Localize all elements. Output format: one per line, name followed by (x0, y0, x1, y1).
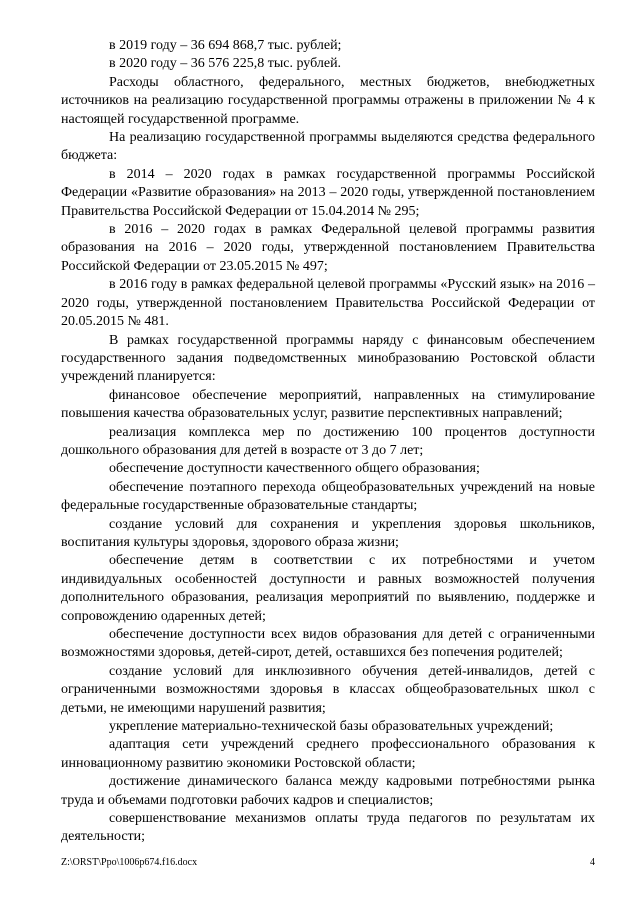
paragraph-program-2016-2020: в 2016 – 2020 годах в рамках Федеральной целевой программы развития образования на 2016 – 2020 годы, утвержденной постановлением Правительства Российской Федерации от 23.05.2015 № 497; (61, 222, 595, 274)
document-body (61, 37, 595, 847)
list-item: совершенствование механизмов оплаты труда педагогов по результатам их деятельности; (61, 811, 595, 845)
paragraph-budget-2019: в 2019 году – 36 694 868,7 тыс. рублей; (109, 38, 342, 53)
list-item: достижение динамического баланса между кадровыми потребностями рынка труда и объемами подготовки рабочих кадров и специалистов; (61, 774, 595, 808)
list-item: обеспечение поэтапного перехода общеобразовательных учреждений на новые федеральные государственные образовательные стандарты; (61, 479, 595, 514)
list-item: обеспечение доступности качественного общего образования; (109, 461, 480, 477)
list-item: укрепление материально-технической базы образовательных учреждений; (109, 719, 554, 735)
footer-file-path: Z:\ORST\Ppo\1006p674.f16.docx (61, 857, 198, 868)
paragraph-russian-language: в 2016 году в рамках федеральной целевой программы «Русский язык» на 2016 – 2020 годы, утвержденной постановлением Правительства Российской Федерации от 20.05.2015 № 481. (61, 277, 595, 330)
list-item: финансовое обеспечение мероприятий, направленных на стимулирование повышения качества образовательных услуг, развитие перспективных направлений; (61, 387, 595, 422)
list-item: адаптация сети учреждений среднего профессионального образования к инновационному развитию экономики Ростовской области; (61, 737, 595, 771)
paragraph-expenses: Расходы областного, федерального, местных бюджетов, внебюджетных источников на реализацию государственной программы отражены в приложении № 4 к настоящей государственной программе. (61, 74, 595, 127)
paragraph-program-2014-2020: в 2014 – 2020 годах в рамках государственной программы Российской Федерации «Развитие образования» на 2013 – 2020 годы, утвержденной постановлением Правительства Российской Федерации от 15.04.2014 № 295; (61, 166, 595, 219)
paragraph-federal-funds: На реализацию государственной программы выделяются средства федерального бюджета: (61, 130, 595, 164)
page-number: 4 (590, 857, 595, 868)
page-footer (61, 857, 595, 868)
list-item: создание условий для инклюзивного обучения детей-инвалидов, детей с ограниченными возможностями здоровья в классах общеобразовательных школ с детьми, не имеющими нарушений развития; (61, 663, 595, 716)
paragraph-budget-2020: в 2020 году – 36 576 225,8 тыс. рублей. (109, 56, 342, 72)
list-item: создание условий для сохранения и укрепления здоровья школьников, воспитания культуры здоровья, здорового образа жизни; (61, 516, 595, 550)
list-item: обеспечение доступности всех видов образования для детей с ограниченными возможностями здоровья, детей-сирот, детей, оставшихся без попечения родителей; (61, 627, 595, 661)
paragraph-planned: В рамках государственной программы наряду с финансовым обеспечением государственного задания подведомственных минобразованию Ростовской области учреждений планируется: (61, 332, 595, 385)
list-item: реализация комплекса мер по достижению 100 процентов доступности дошкольного образования для детей в возрасте от 3 до 7 лет; (61, 424, 595, 458)
list-item: обеспечение детям в соответствии с их потребностями и учетом индивидуальных особенностей доступности и равных возможностей получения дополнительного образования, реализация мероприятий по выявлению, поддержке и сопровождению одаренных детей; (61, 553, 595, 624)
